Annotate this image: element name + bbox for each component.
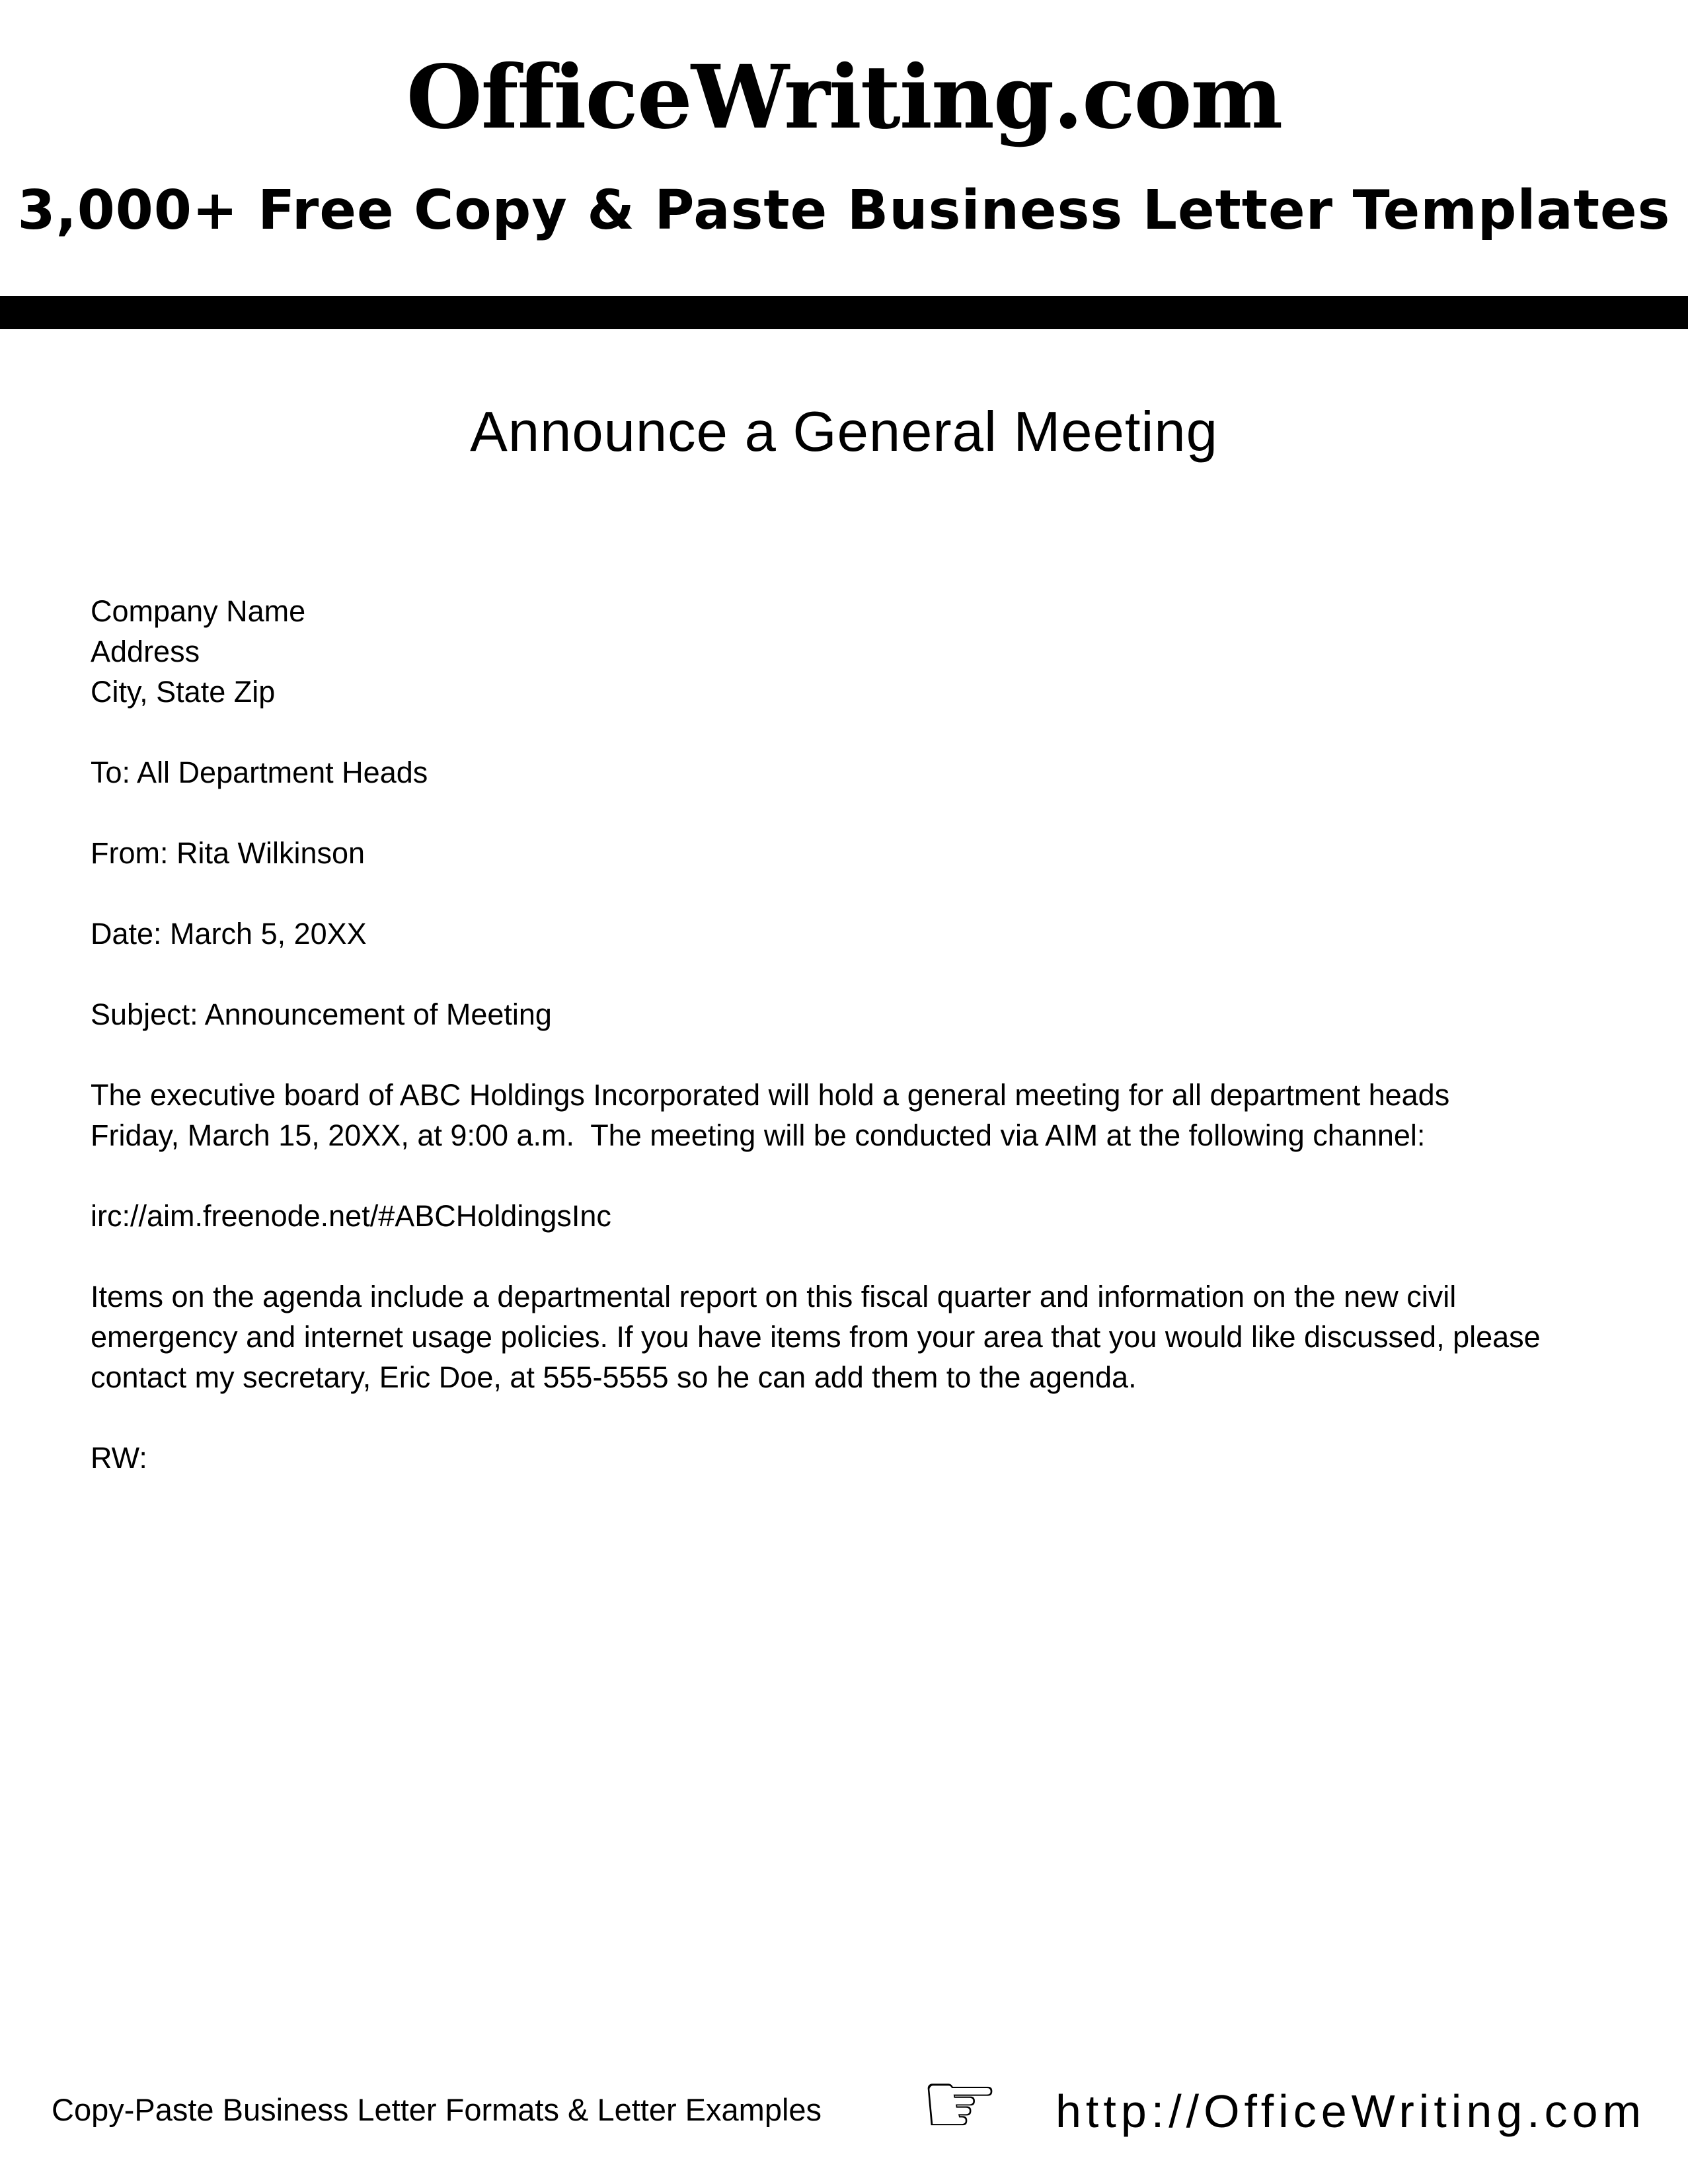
divider-bar — [0, 296, 1688, 329]
paragraph-line: The executive board of ABC Holdings Incorporated will hold a general meeting for all department heads — [91, 1078, 1450, 1112]
paragraph-line: emergency and internet usage policies. If you have items from your area that you would like discussed, please — [91, 1320, 1541, 1354]
paragraph-line: Friday, March 15, 20XX, at 9:00 a.m. The meeting will be conducted via AIM at the following channel: — [91, 1118, 1426, 1152]
irc-channel-block — [91, 1196, 1611, 1236]
irc-channel-line: irc://aim.freenode.net/#ABCHoldingsInc — [91, 1199, 611, 1233]
initials-block — [91, 1438, 1611, 1478]
date-line: Date: March 5, 20XX — [91, 917, 367, 951]
company-address-block — [91, 591, 1611, 712]
address-line: Address — [91, 635, 200, 668]
from-block — [91, 833, 1611, 873]
to-block — [91, 752, 1611, 793]
company-name-line: Company Name — [91, 594, 306, 628]
paragraph-line: Items on the agenda include a departmental report on this fiscal quarter and information on the new civil — [91, 1280, 1457, 1313]
site-tagline: 3,000+ Free Copy & Paste Business Letter Templates — [17, 179, 1671, 242]
site-title: OfficeWriting.com — [406, 46, 1282, 149]
agenda-paragraph — [91, 1276, 1611, 1397]
footer-url: http://OfficeWriting.com — [1055, 2086, 1646, 2137]
letter-title: Announce a General Meeting — [470, 401, 1218, 463]
initials-line: RW: — [91, 1441, 147, 1475]
subject-line: Subject: Announcement of Meeting — [91, 997, 552, 1031]
to-line: To: All Department Heads — [91, 756, 428, 789]
meeting-paragraph — [91, 1075, 1611, 1155]
subject-block — [91, 994, 1611, 1034]
paragraph-line: contact my secretary, Eric Doe, at 555-5555 so he can add them to the agenda. — [91, 1360, 1137, 1394]
letter-body — [91, 591, 1611, 1518]
city-state-zip-line: City, State Zip — [91, 675, 276, 709]
from-line: From: Rita Wilkinson — [91, 836, 365, 870]
pointing-hand-icon: ☞ — [920, 2052, 1001, 2156]
footer-tagline: Copy-Paste Business Letter Formats & Letter Examples — [52, 2092, 822, 2127]
date-block — [91, 914, 1611, 954]
